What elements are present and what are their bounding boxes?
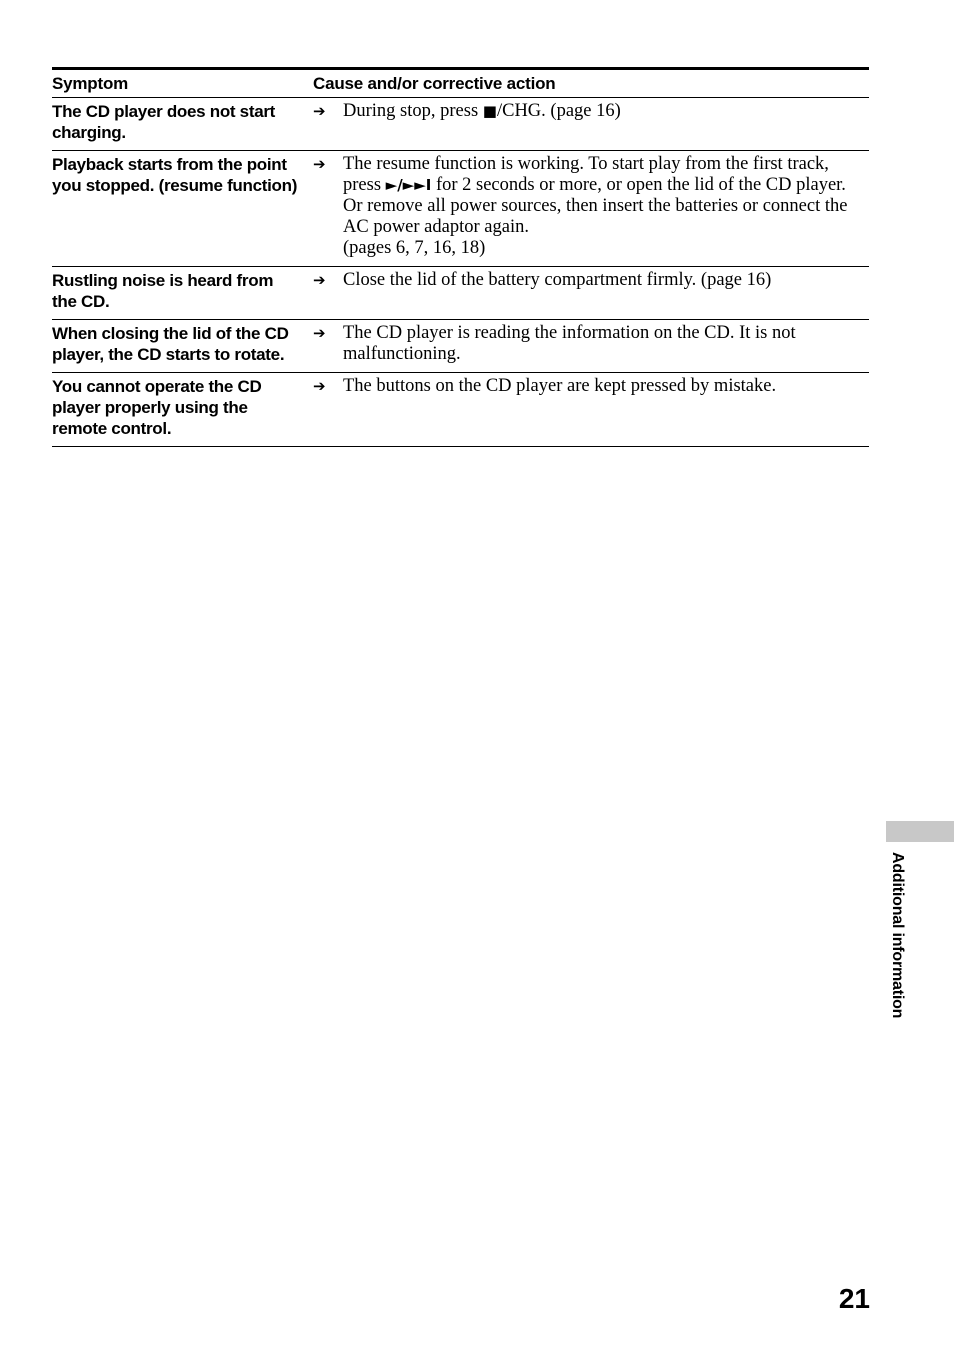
action-text: The buttons on the CD player are kept pressed by mistake. [343, 376, 777, 396]
arrow-icon: ➔ [313, 271, 326, 289]
action-cell [313, 98, 869, 151]
action-text-part: /CHG. (page 16) [496, 101, 621, 121]
table-row [52, 151, 869, 267]
symptom-cell: Playback starts from the point you stopped. (resume function) [52, 155, 298, 195]
action-text-part: During stop, press [343, 101, 483, 121]
arrow-icon: ➔ [313, 155, 326, 173]
action-text [343, 154, 869, 259]
table-row [52, 373, 869, 447]
troubleshooting-table-wrapper [52, 67, 869, 447]
header-cause: Cause and/or corrective action [313, 74, 556, 93]
table-header-row [52, 69, 869, 98]
action-text [343, 101, 631, 122]
action-page-reference: (pages 6, 7, 16, 18) [343, 238, 486, 258]
symptom-cell: When closing the lid of the CD player, the CD starts to rotate. [52, 324, 289, 364]
table-row [52, 320, 869, 373]
action-text: The CD player is reading the information on the CD. It is not malfunctioning. [343, 323, 796, 364]
stop-icon: ■ [482, 102, 497, 120]
table-row [52, 267, 869, 320]
symptom-cell: The CD player does not start charging. [52, 102, 276, 142]
arrow-icon: ➔ [313, 324, 326, 342]
symptom-cell: You cannot operate the CD player properly using the remote control. [52, 377, 262, 438]
arrow-icon: ➔ [313, 377, 326, 395]
arrow-icon: ➔ [313, 102, 326, 120]
section-tab-marker [886, 821, 954, 842]
troubleshooting-table [52, 67, 869, 447]
action-cell [313, 373, 869, 447]
symptom-cell: Rustling noise is heard from the CD. [52, 271, 274, 311]
section-side-label: Additional information [889, 852, 906, 1019]
action-text-part: for 2 seconds or more, or open the lid of the CD player. Or remove all power sources, then insert the batteries or connect the AC power adaptor again. [343, 175, 848, 237]
play-next-icon: ►/►►I [385, 176, 432, 194]
page-number: 21 [838, 1283, 870, 1314]
action-cell [313, 151, 869, 267]
action-cell [313, 320, 869, 373]
action-cell [313, 267, 869, 320]
action-text: Close the lid of the battery compartment firmly. (page 16) [343, 270, 772, 290]
header-symptom: Symptom [52, 74, 129, 93]
action-text-part: The resume function is working. To start play from the first track, press [343, 154, 829, 195]
table-row [52, 98, 869, 151]
